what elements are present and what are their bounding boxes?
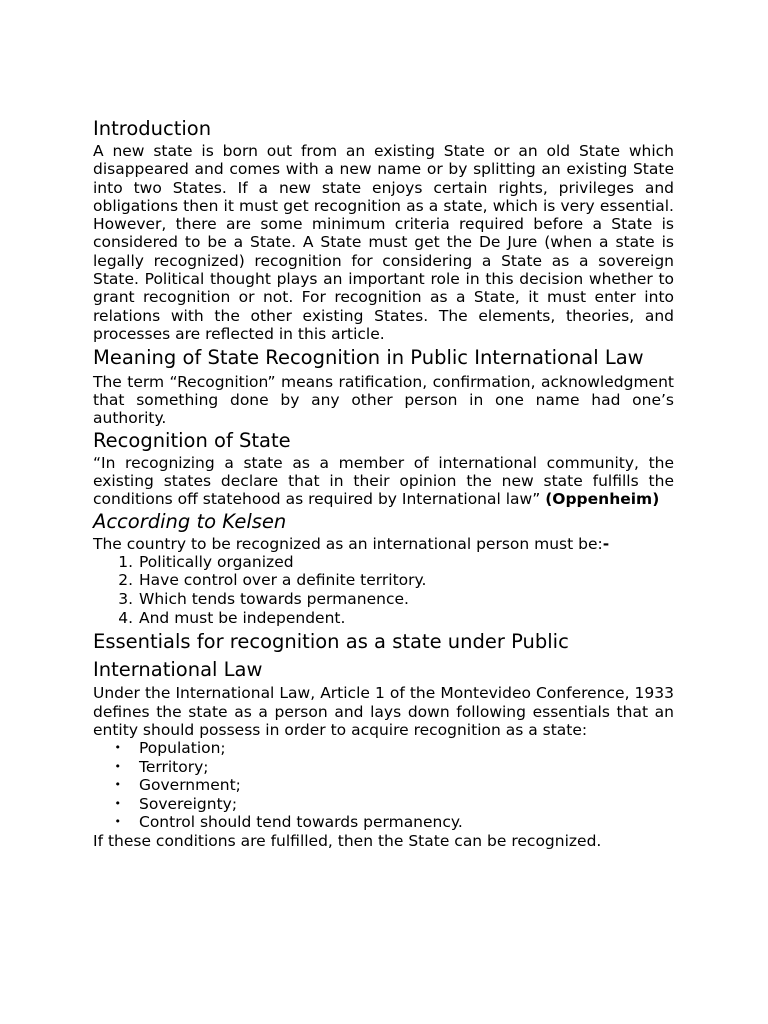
- list-item: [93, 776, 674, 795]
- introduction-heading: Introduction: [93, 117, 212, 140]
- essentials-paragraph: Under the International Law, Article 1 of the Montevideo Conference, 1933 defines the state as a person and lays down following essentials that an entity should possess in order to acquire recognition as a state:: [93, 684, 674, 739]
- kelsen-intro-text: The country to be recognized as an international person must be:: [93, 534, 603, 553]
- bullet-icon: •: [114, 796, 121, 810]
- list-item-text: And must be independent.: [139, 608, 346, 627]
- list-item-text: Population;: [139, 739, 226, 758]
- list-number: 4.: [118, 608, 133, 627]
- kelsen-criteria-list: [93, 553, 674, 627]
- list-item-text: Politically organized: [139, 552, 294, 571]
- kelsen-intro-suffix: -: [602, 534, 610, 553]
- list-item-text: Have control over a definite territory.: [139, 571, 427, 590]
- recognition-quote: “In recognizing a state as a member of international community, the existing states declare that in their opinion the new state fulfills the conditions off statehood as required by International law”: [93, 453, 674, 509]
- list-item: [93, 609, 674, 628]
- list-item: [93, 739, 674, 758]
- meaning-paragraph: The term “Recognition” means ratification, confirmation, acknowledgment that something done by any other person in one name had one’s authority.: [93, 372, 674, 428]
- list-number: 3.: [118, 590, 133, 609]
- bullet-icon: •: [114, 741, 121, 755]
- bullet-icon: •: [114, 815, 121, 829]
- list-item: [93, 590, 674, 609]
- list-number: 1.: [118, 552, 133, 571]
- list-item: [93, 795, 674, 814]
- list-item-text: Control should tend towards permanency.: [139, 813, 463, 832]
- essentials-heading: Essentials for recognition as a state under Public International Law: [93, 630, 569, 681]
- bullet-icon: •: [114, 778, 121, 792]
- list-item-text: Territory;: [139, 757, 209, 776]
- kelsen-heading: According to Kelsen: [93, 509, 287, 533]
- citation: (Oppenheim): [545, 490, 660, 509]
- list-item: [93, 758, 674, 777]
- list-item: [93, 571, 674, 590]
- list-item-text: Sovereignty;: [139, 794, 238, 813]
- list-number: 2.: [118, 571, 133, 590]
- list-item: [93, 553, 674, 572]
- list-item: [93, 813, 674, 832]
- kelsen-intro: [93, 535, 674, 553]
- bullet-icon: •: [114, 759, 121, 773]
- essentials-list: [93, 739, 674, 832]
- list-item-text: Government;: [139, 776, 241, 795]
- introduction-paragraph: A new state is born out from an existing State or an old State which disappeared and comes with a new name or by splitting an existing State into two States. If a new state enjoys certain rights, privileges and obligations then it must get recognition as a state, which is very essential. However, there are some minimum criteria required before a State is considered to be a State. A State must get the De Jure (when a state is legally recognized) recognition for considering a State as a sovereign State. Political thought plays an important role in this decision whether to grant recognition or not. For recognition as a State, it must enter into relations with the other existing States. The elements, theories, and processes are reflected in this article.: [93, 142, 674, 343]
- list-item-text: Which tends towards permanence.: [139, 590, 409, 609]
- meaning-heading: Meaning of State Recognition in Public International Law: [93, 346, 644, 370]
- recognition-of-state-paragraph: [93, 454, 674, 509]
- recognition-of-state-heading: Recognition of State: [93, 428, 291, 452]
- conclusion-paragraph: If these conditions are fulfilled, then the State can be recognized.: [93, 832, 602, 851]
- document-page: [93, 116, 674, 850]
